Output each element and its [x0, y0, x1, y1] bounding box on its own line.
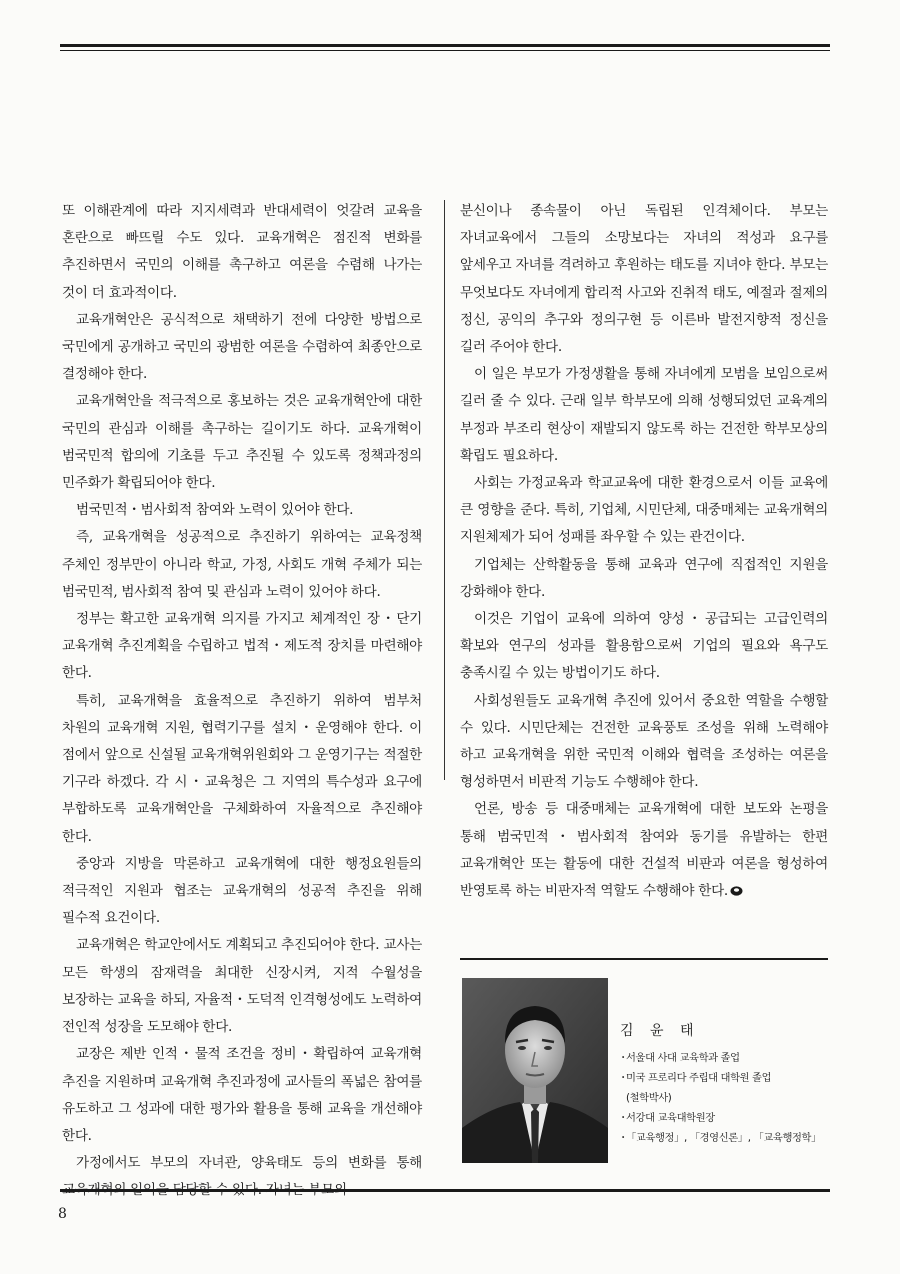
bottom-rule — [60, 1189, 830, 1192]
top-rule — [60, 44, 830, 47]
author-photo — [462, 978, 608, 1163]
left-text-column — [62, 198, 422, 1205]
credential-text: 「교육행정」, 「경영신론」, 「교육행정학」 — [626, 1132, 821, 1144]
paragraph: 가정에서도 부모의 자녀관, 양육태도 등의 변화를 통해 교육개혁의 일익을 담당할 수 있다. 자녀는 부모의 — [62, 1155, 422, 1199]
author-bio — [618, 1020, 833, 1148]
author-credentials — [618, 1048, 833, 1148]
credential-item — [618, 1128, 833, 1148]
page-number: 8 — [58, 1206, 67, 1222]
credential-item — [618, 1068, 833, 1088]
paragraph-last — [460, 796, 828, 905]
bullet: ・ — [618, 1132, 628, 1144]
paragraph: 교육개혁안은 공식적으로 채택하기 전에 다양한 방법으로 국민에게 공개하고 국민의 광범한 여론을 수렴하여 최종안으로 결정해야 한다. — [62, 311, 422, 383]
column-divider — [444, 200, 445, 780]
author-name: 김 윤 태 — [620, 1023, 700, 1039]
credential-text: 서울대 사대 교육학과 졸업 — [626, 1052, 740, 1064]
paragraph: 사회는 가정교육과 학교교육에 대한 환경으로서 이들 교육에 큰 영향을 준다. 특히, 기업체, 시민단체, 대중매체는 교육개혁의 지원체제가 되어 성패를 좌우할 수 있는 관건이다. — [460, 475, 828, 546]
credential-item — [618, 1048, 833, 1068]
paragraph: 정부는 확고한 교육개혁 의지를 가지고 체계적인 장・단기 교육개혁 추진계획을 수립하고 법적・제도적 장치를 마련해야 한다. — [62, 611, 422, 682]
credential-text: (철학박사) — [626, 1092, 672, 1104]
paragraph: 사회성원들도 교육개혁 추진에 있어서 중요한 역할을 수행할 수 있다. 시민단체는 건전한 교육풍토 조성을 위해 노력해야 하고 교육개혁을 위한 국민적 이해와 협력을 조성하는 여론을 형성하면서 비판적 기능도 수행해야 한다. — [460, 692, 828, 791]
credential-item — [618, 1088, 833, 1108]
credential-item — [618, 1108, 833, 1128]
bullet: ・ — [618, 1112, 628, 1124]
end-mark-icon — [730, 885, 743, 896]
paragraph: 이 일은 부모가 가정생활을 통해 자녀에게 모범을 보임으로써 길러 줄 수 있다. 근래 일부 학부모에 의해 성행되었던 교육계의 부정과 부조리 현상이 재발되지 않도록 하는 건전한 학부모상의 확립도 필요하다. — [460, 366, 828, 464]
paragraph: 범국민적・범사회적 참여와 노력이 있어야 한다. — [76, 502, 354, 519]
bullet: ・ — [618, 1052, 628, 1064]
paragraph: 특히, 교육개혁을 효율적으로 추진하기 위하여 범부처 차원의 교육개혁 지원, 협력기구를 설치・운영해야 한다. 이 점에서 앞으로 신설될 교육개혁위원회와 그 운영기구는 적절한 기구라 하겠다. 각 시・교육청은 그 지역의 특수성과 요구에 부합하도록 교육개혁안을 구체화하여 자율적으로 추진해야 한다. — [62, 692, 422, 845]
paragraph: 즉, 교육개혁을 성공적으로 추진하기 위하여는 교육정책 주체인 정부만이 아니라 학교, 가정, 사회도 개혁 주체가 되는 범국민적, 범사회적 참여 및 관심과 노력이 있어야 하다. — [62, 529, 422, 600]
paragraph: 교육개혁안을 적극적으로 홍보하는 것은 교육개혁안에 대한 국민의 관심과 이해를 촉구하는 길이기도 하다. 교육개혁이 범국민적 합의에 기초를 두고 추진될 수 있도록 정책과정의 민주화가 확립되어야 한다. — [62, 393, 422, 492]
credential-text: 미국 프로리다 주립대 대학원 졸업 — [626, 1072, 772, 1084]
paragraph: 또 이해관계에 따라 지지세력과 반대세력이 엇갈려 교육을 혼란으로 빠뜨릴 수도 있다. 교육개혁은 점진적 변화를 추진하면서 국민의 이해를 촉구하고 여론을 수렴해 나가는 것이 더 효과적이다. — [62, 203, 422, 301]
paragraph: 교육개혁은 학교안에서도 계획되고 추진되어야 한다. 교사는 모든 학생의 잠재력을 최대한 신장시켜, 지적 수월성을 보장하는 교육을 하되, 자율적・도덕적 인격형성에도 노력하여 전인적 성장을 도모해야 한다. — [62, 937, 422, 1036]
paragraph: 기업체는 산학활동을 통해 교육과 연구에 직접적인 지원을 강화해야 한다. — [460, 556, 828, 600]
bullet: ・ — [618, 1072, 628, 1084]
paragraph-text: 언론, 방송 등 대중매체는 교육개혁에 대한 보도와 논평을 통해 범국민적・범사회적 참여와 동기를 유발하는 한편 교육개혁안 또는 활동에 대한 건설적 비판과 여론을 형성하여 반영토록 하는 비판자적 역할도 수행해야 한다. — [460, 801, 828, 900]
paragraph: 이것은 기업이 교육에 의하여 양성・공급되는 고급인력의 확보와 연구의 성과를 활용함으로써 기업의 필요와 욕구도 충족시킬 수 있는 방법이기도 하다. — [460, 611, 828, 682]
paragraph: 교장은 제반 인적・물적 조건을 정비・확립하여 교육개혁 추진을 지원하며 교육개혁 추진과정에 교사들의 폭넓은 참여를 유도하고 그 성과에 대한 평가와 활용을 통해 교육을 개선해야 한다. — [62, 1046, 422, 1144]
right-text-column — [460, 198, 828, 905]
credential-text: 서강대 교육대학원장 — [626, 1112, 715, 1124]
author-box-rule — [460, 958, 828, 960]
paragraph: 중앙과 지방을 막론하고 교육개혁에 대한 행정요원들의 적극적인 지원과 협조는 교육개혁의 성공적 추진을 위해 필수적 요건이다. — [62, 855, 422, 927]
paragraph: 분신이나 종속물이 아닌 독립된 인격체이다. 부모는 자녀교육에서 그들의 소망보다는 자녀의 적성과 요구를 앞세우고 자녀를 격려하고 후원하는 태도를 지녀야 한다. 부모는 무엇보다도 자녀에게 합리적 사고와 진취적 태도, 예절과 절제의 정신, 공익의 추구와 정의구현 등 이른바 발전지향적 정신을 길러 주어야 한다. — [460, 203, 828, 356]
